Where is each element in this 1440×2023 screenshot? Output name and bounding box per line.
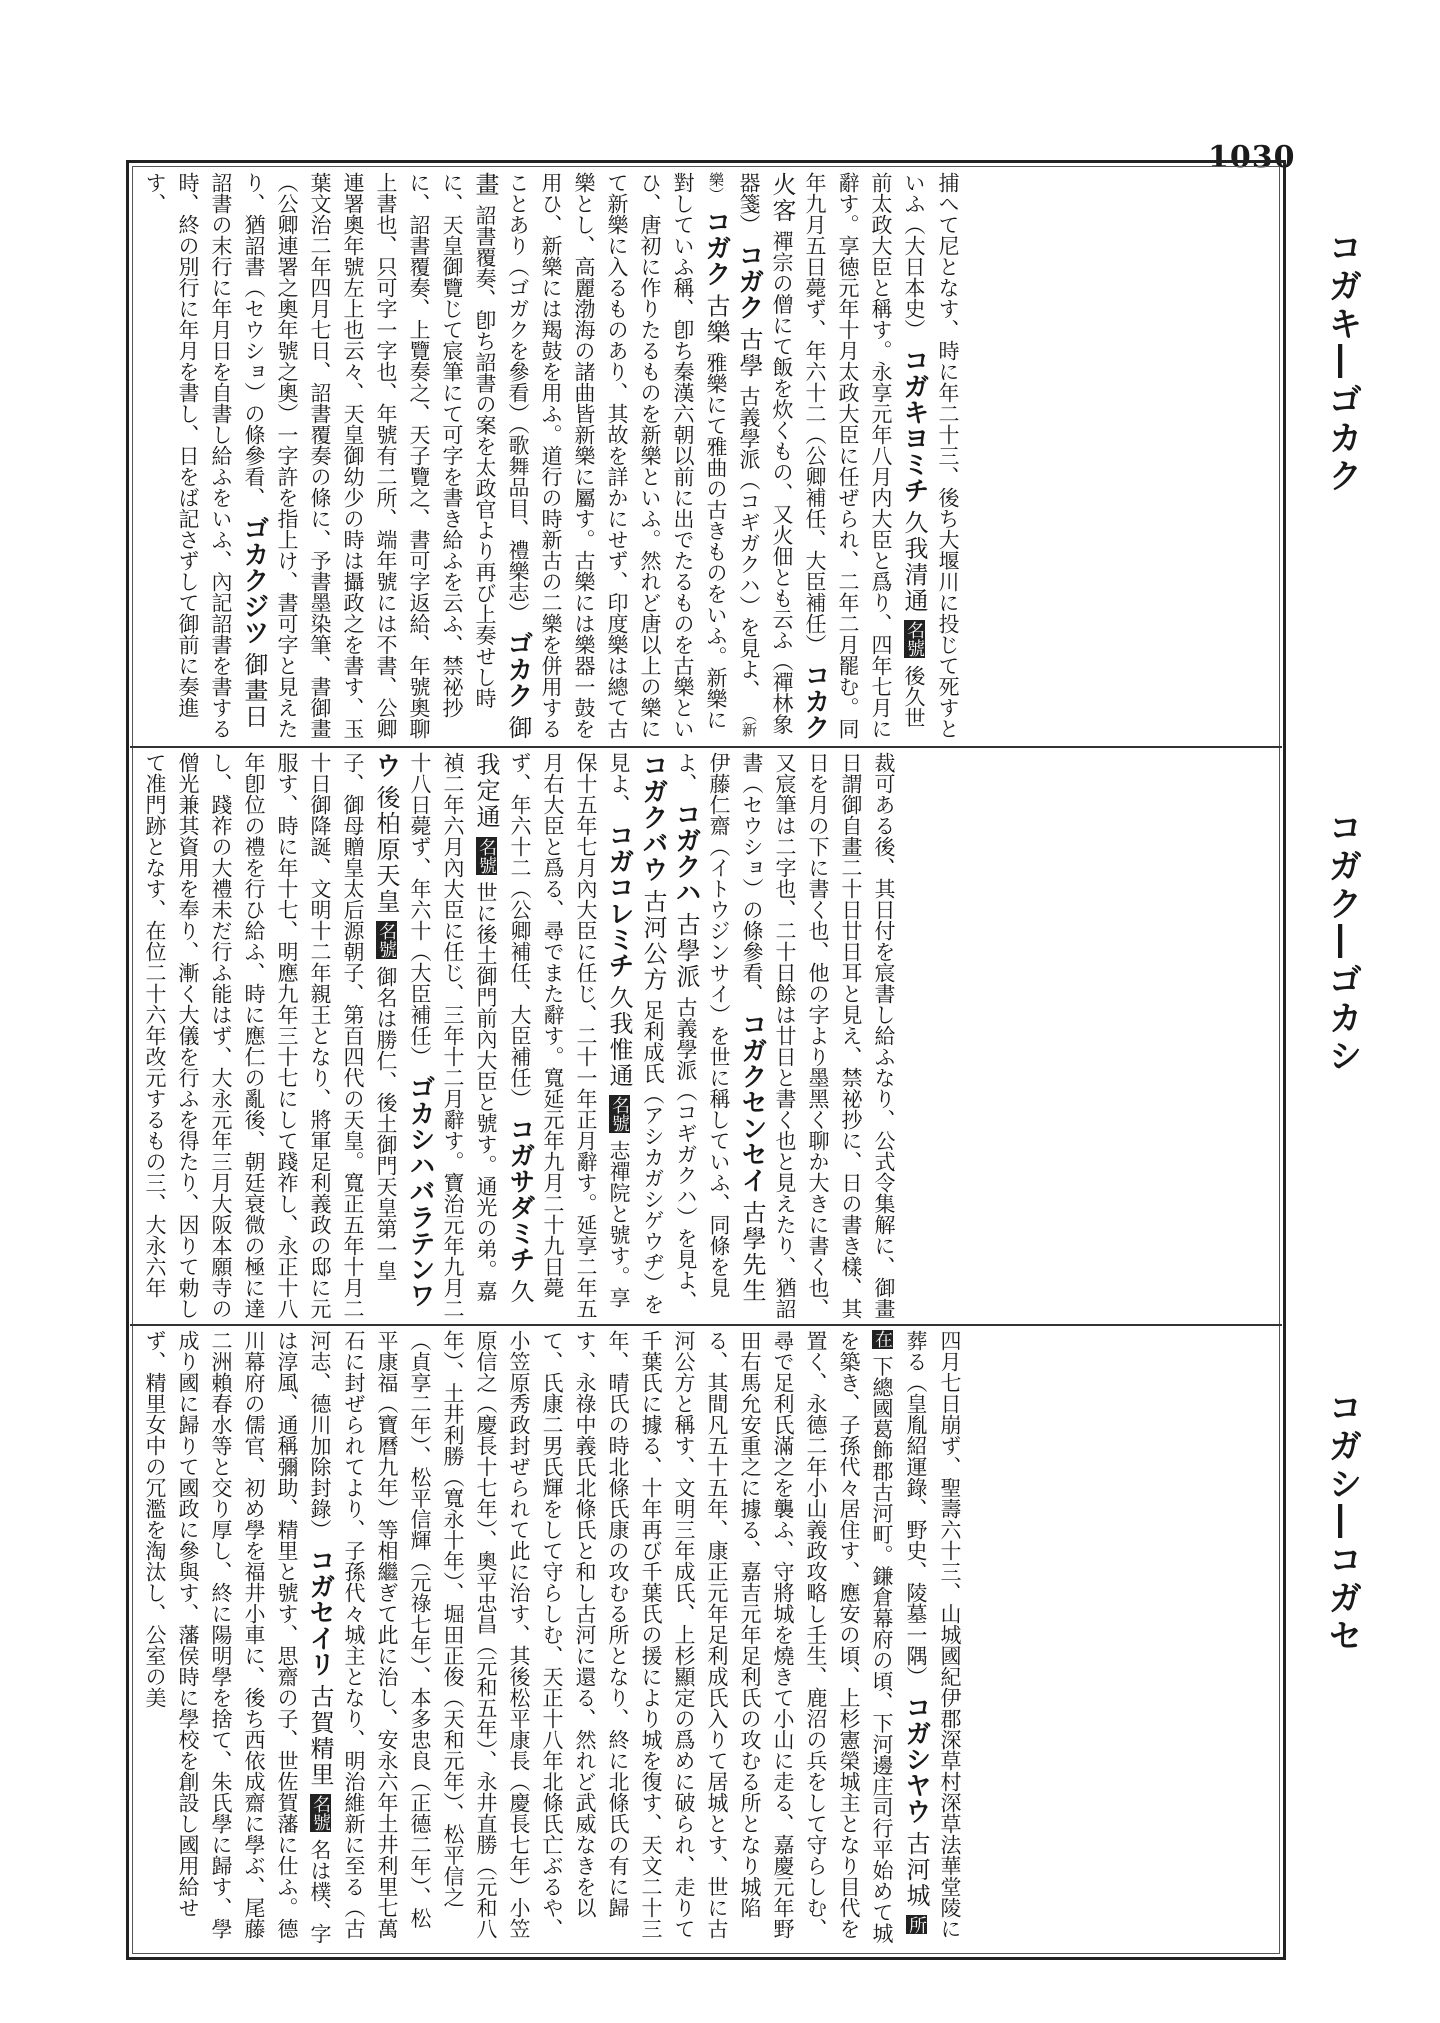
entry-headword: コガコレミチ xyxy=(604,821,634,978)
name-tag: 名號 xyxy=(310,1795,331,1832)
location-tag: 所在 xyxy=(872,1330,927,1935)
entry xyxy=(734,241,764,707)
bottom-band xyxy=(138,1330,1278,1948)
entry-headword: コガクハ xyxy=(671,800,701,905)
name-tag: 名號 xyxy=(376,922,397,959)
running-head-2: コガク―ゴカシ xyxy=(1322,810,1362,1076)
entry-text: 下總國葛飾郡古河町。鎌倉幕府の頃、下河邊庄司行平始めて城を築き、子孫代々居住す、應安の頃、上杉憲榮城主となり目代を置く、永德二年小山義政攻略し壬生、鹿沼の兵をして守らしむ、尋で足利氏滿之を襲ふ、守將城を燒きて小山に走る、嘉慶元年野田右馬允安重之に據る、嘉吉元年足利氏の攻むる所となり城陷る、其間凡五十五年、康正元年足利成氏入りて居城とす、世に古河公方と稱す、文明三年成氏、上杉顯定の爲めに破られ、走りて千葉氏に據る、十年再び千葉氏の援により城を復す、天文二十三年、晴氏の時北條氏康の攻むる所となり、終に北條氏の有に歸す、永祿中義氏北條氏と和し古河に還る、然れど武威なきを以て、氏康二男氏輝をして守らしむ、天正十八年北條氏亡ぶるや、小笠原秀政封ぜられて此に治す、其後松平康長（慶長七年）小笠原信之（慶長十七年）、奧平忠昌（元和五年）、永井直勝（元和八年）、土井利勝（寬永十年）、堀田正俊（天和元年）、松平信之（貞享二年）、松平信輝（元祿七年）、本多忠良（正德二年）、松平康福（寶曆九年）等相繼ぎて此に治し、安永六年土井利里七萬石に封ぜられてより、子孫代々城主となり、明治維新に至る（古河志、德川加除封錄） xyxy=(308,1330,894,1944)
entry-text: 御名は勝仁、後土御門天皇第一皇子、御母贈皇太后源朝子、第百四代の天皇。寬正五年十月二十日御降誕、文明十二年親王となり、將軍足利義政の邸に元服す、時に年十七、明應九年三十七にして踐祚し、永正十八年卽位の禮を行ひ給ふ、時に應仁の亂後、朝廷衰微の極に達し、踐祚の大禮未だ行ふ能はず、大永元年三月大阪本願寺の僧光兼其資用を奉り、漸く大儀を行ふを得たり、因りて勅して准門跡となす、在位二十六年改元するもの三、大永六年 xyxy=(143,752,398,1319)
entry-kanji: 古河城 xyxy=(902,1830,930,1909)
entry-headword: コガキヨミチ xyxy=(899,346,929,503)
entry-text: 世に後土御門前內大臣と號す。通光の弟。嘉禎二年六月內大臣に任じ、三年十二月辭す。寶治元年九月二十八日薨ず、年六十（大臣補任） xyxy=(408,752,498,1319)
entry-text: 名は樸、字は淳風、通稱彌助、精里と號す、思齋の子、世佐賀藩に仕ふ。德川幕府の儒官、初め學を福井小車に、後ち西依成齋に學ぶ、尾藤二洲賴春水等と交り厚し、終に陽明學を捨て、朱氏學に歸す、學成り國に歸りて國政に參與す、藩侯時に學校を創設し國用給せず、精里女中の冗濫を淘汰し、公室の美 xyxy=(143,1330,332,1944)
entry-kanji: 火客 xyxy=(768,172,796,224)
entry-headword: コガセイリ xyxy=(305,1546,335,1677)
entry-text: 雅樂にて雅曲の古きものをいふ。新樂に對していふ稱、卽ち秦漢六朝以前に出でたるものを古樂といひ、唐初に作りたるものを新樂といふ。然れど唐以上の樂にて新樂に入るものあり、其故を詳かにせず、印度樂は總て古樂とし、高麗渤海の諸曲皆新樂に屬す。古樂には樂器一鼓を用ひ、新樂には羯鼓を用ふ。道行の時新古の二樂を併用することあり（ゴガクを參看）（歌舞品目、禮樂志） xyxy=(506,172,728,739)
entry-kanji: 古學派 xyxy=(672,911,700,990)
entry-kanji: 古樂 xyxy=(702,293,730,346)
entry-text: 後久世前太政大臣と稱す。永享元年八月内大臣と爲り、四年七月に辭す。享徳元年十月太政大臣に任ぜられ、二年二月罷む。同年九月五日薨ず、年六十二（公卿補任、大臣補任） xyxy=(803,172,926,739)
name-tag: 名號 xyxy=(904,621,925,658)
band-divider xyxy=(130,746,1282,748)
entry-headword: ゴカシハバラテンワウ xyxy=(371,752,435,1308)
entry-kanji: 古學 xyxy=(735,326,763,379)
entry-headword: コガシヤウ xyxy=(901,1693,931,1824)
running-head-3: コガシ―コガセ xyxy=(1322,1390,1362,1656)
entry-text: 伊藤仁齋（イトウジンサイ）を世に稱していふ、同條を見よ、 xyxy=(674,752,731,1298)
entry xyxy=(143,752,435,1319)
entry-kanji: 古賀精里 xyxy=(306,1683,334,1788)
band-divider xyxy=(130,1324,1282,1326)
entry-headword: コガクバウ xyxy=(638,752,668,882)
entry xyxy=(143,1330,335,1944)
entry xyxy=(671,800,701,1312)
entry-kanji: 久我惟通 xyxy=(605,984,633,1089)
page-number: 1030 xyxy=(1208,140,1296,175)
name-tag: 名號 xyxy=(609,1096,630,1133)
entry-kanji: 後柏原天皇 xyxy=(372,784,400,915)
entry-mark: （新樂） xyxy=(707,172,758,737)
entry-kanji: 古河公方 xyxy=(639,888,667,993)
entry xyxy=(308,1330,931,1944)
entry xyxy=(506,172,761,739)
continued-text: 四月七日崩ず、聖壽六十三、山城國紀伊郡深草村深草法華堂陵に葬る（皇胤紹運錄、野史、陵墓一隅） xyxy=(904,1330,962,1939)
entry-text: 詔書の末行に年月日を自書し給ふをいふ、內記詔書を書する時、終の別行に年月を書し、日をば記さずして御前に奏進す、 xyxy=(143,172,233,739)
entry-text: 古義學派（コギガクハ）を見よ、 xyxy=(674,996,698,1312)
entry xyxy=(242,172,533,741)
entry-headword: コカク xyxy=(800,661,830,740)
continued-text: 捕へて尼となす、時に年二十三、後ち大堰川に投じて死すといふ（大日本史） xyxy=(902,172,960,739)
entry-text: 古義學派（コギガクハ）を見よ、 xyxy=(737,385,761,701)
entry-headword: コガクセンセイ xyxy=(737,1010,767,1193)
entry-headword: コガク xyxy=(734,241,764,320)
name-tag: 名號 xyxy=(476,837,497,874)
top-band xyxy=(138,172,1278,744)
entry-text: 志禪院と號す。享保十五年七月內大臣に任じ、二十一年正月辭す。延享二年五月右大臣と爲る、尋でまた辭す。寬延元年九月二十九日薨ず、年六十二（公卿補任、大臣補任） xyxy=(508,752,631,1319)
entry-headword: コガサダミチ xyxy=(505,1115,535,1272)
entry-text: 詔書覆奏、卽ち詔書の案を太政官より再び上奏せし時に、天皇御覽じて宸筆にて可字を書き給ふを云ふ、禁祕抄に、詔書覆奏、上覽奏之、天子覽之、書可字返給、年號奧聊上書也、只可字一字也、年號有二所、端年號には不書、公卿連署奧年號左上也云々、天皇御幼少の時は攝政之を書す、玉葉文治二年四月七日、詔書覆奏の條に、予書墨染筆、書御畫（公卿連署之奧年號之奧）一字許を指上け、書可字と見えたり、猶詔書（セウショ）の條參看、 xyxy=(242,172,497,739)
entry-kanji: 古學先生 xyxy=(738,1199,766,1304)
entry-headword: ゴカク xyxy=(503,630,533,709)
entry-text: 足利成氏（アシカガシゲウヂ）を見よ、 xyxy=(607,752,665,1315)
entry-kanji: 御畫 xyxy=(471,172,532,741)
entry-kanji: 久我定通 xyxy=(472,752,534,1305)
entry-kanji: 御畫日 xyxy=(240,651,268,730)
entry-text: 禪宗の僧にて飯を炊くもの、又火佃とも云ふ（禪林象器箋） xyxy=(737,172,794,735)
entry-kanji: 久我清通 xyxy=(900,509,928,614)
entry-headword: ゴカクジツ xyxy=(239,514,269,645)
continued-text: 裁可ある後、其日付を宸書し給ふなり、公式令集解に、御畫日謂御自畫二十日廿日耳と見え、禁祕抄に、日の書き樣、其日を月の下に書く也、他の字より墨黑く聊か大きに書く也、又宸筆は二字也、二十日餘は廿日と書く也と見えたり、猶詔書（セウショ）の條參看、 xyxy=(740,752,896,1319)
middle-band xyxy=(138,752,1278,1322)
running-head-1: コガキ―ゴカク xyxy=(1322,230,1362,496)
entry-headword: コガク xyxy=(701,208,731,287)
